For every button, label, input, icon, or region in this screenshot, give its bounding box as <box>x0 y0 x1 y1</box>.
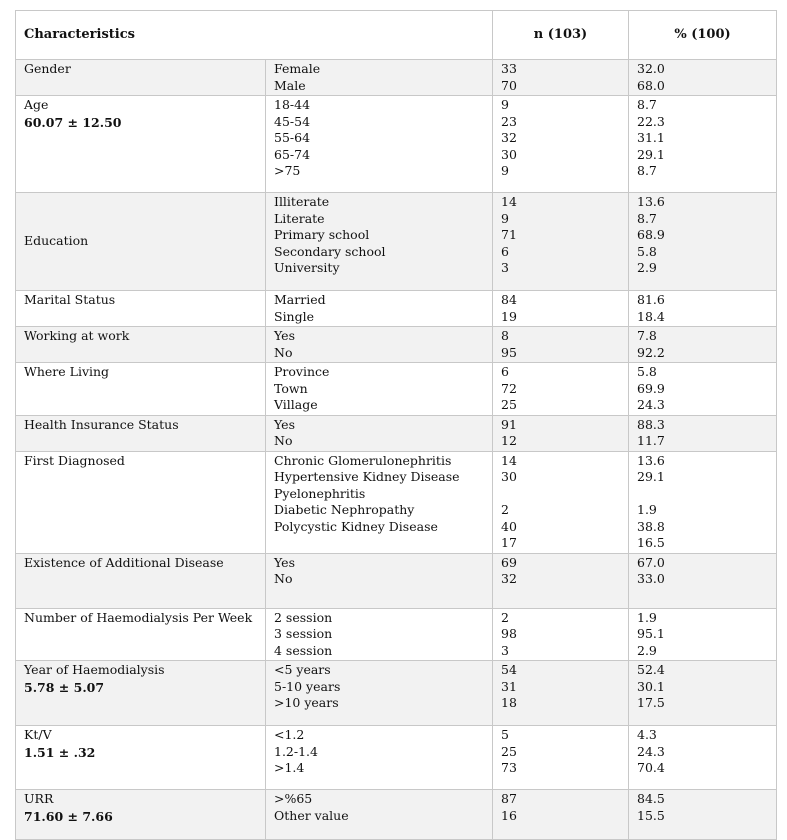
count-value: 3 <box>501 642 509 658</box>
percent-cell <box>629 415 777 451</box>
count-value: 69 <box>501 554 517 570</box>
category-value: >1.4 <box>274 760 305 775</box>
percent-value: 24.3 <box>637 397 665 412</box>
category-value: Yes <box>274 554 295 570</box>
percent-value: 8.7 <box>637 97 657 112</box>
percent-value: 31.1 <box>637 130 665 145</box>
category-value: Male <box>274 77 306 93</box>
count-value: 6 <box>501 364 509 379</box>
percent-value: 70.4 <box>637 760 665 775</box>
count-value: 6 <box>501 243 509 259</box>
count-value: 54 <box>501 662 517 677</box>
table-row <box>16 661 777 726</box>
category-value: >10 years <box>274 695 339 710</box>
characteristic-label: Health Insurance Status <box>24 416 179 432</box>
percent-cell <box>629 608 777 661</box>
count-value: 72 <box>501 380 517 396</box>
count-value: 3 <box>501 260 509 275</box>
count-cell <box>493 193 629 291</box>
count-value: 84 <box>501 292 517 307</box>
category-value: 45-54 <box>274 113 311 129</box>
percent-value: 38.8 <box>637 518 665 534</box>
count-value: 71 <box>501 227 517 242</box>
category-value: Secondary school <box>274 243 386 259</box>
characteristic-label: URR <box>24 791 54 806</box>
category-value: University <box>274 260 340 275</box>
category-value: >75 <box>274 163 301 178</box>
count-cell <box>493 726 629 790</box>
percent-value: 69.9 <box>637 380 665 396</box>
header-percent: % (100) <box>629 11 777 60</box>
category-value: 3 session <box>274 626 333 641</box>
percent-value: 81.6 <box>637 292 665 307</box>
category-value: Literate <box>274 210 325 226</box>
characteristic-cell <box>16 327 266 363</box>
count-cell <box>493 415 629 451</box>
characteristic-label: First Diagnosed <box>24 452 125 468</box>
percent-value: 18.4 <box>637 308 665 324</box>
characteristic-label: Year of Haemodialysis <box>24 662 165 677</box>
category-value: No <box>274 433 293 448</box>
count-value: 31 <box>501 678 517 694</box>
percent-value: 52.4 <box>637 662 665 677</box>
count-value: 2 <box>501 502 509 517</box>
category-cell <box>266 193 493 291</box>
category-cell <box>266 553 493 608</box>
count-value: 32 <box>501 130 517 145</box>
category-cell <box>266 790 493 840</box>
count-value: 12 <box>501 433 517 448</box>
percent-cell <box>629 451 777 553</box>
category-value: Primary school <box>274 227 370 242</box>
table-row <box>16 553 777 608</box>
characteristics-table <box>15 10 777 840</box>
characteristic-label: Kt/V <box>24 727 52 742</box>
category-cell <box>266 608 493 661</box>
percent-value: 29.1 <box>637 146 665 162</box>
table-row <box>16 193 777 291</box>
count-value: 33 <box>501 61 517 76</box>
characteristic-cell <box>16 291 266 327</box>
count-cell <box>493 60 629 96</box>
characteristic-cell <box>16 96 266 193</box>
table-row <box>16 327 777 363</box>
percent-value: 84.5 <box>637 791 665 806</box>
characteristic-cell <box>16 790 266 840</box>
table-row <box>16 363 777 416</box>
percent-value: 92.2 <box>637 344 665 360</box>
percent-value: 13.6 <box>637 452 665 468</box>
category-value: 65-74 <box>274 146 311 162</box>
count-cell <box>493 790 629 840</box>
percent-cell <box>629 96 777 193</box>
count-value: 9 <box>501 210 509 226</box>
characteristic-cell <box>16 726 266 790</box>
count-cell <box>493 291 629 327</box>
percent-value: 67.0 <box>637 554 665 570</box>
count-value: 30 <box>501 146 517 162</box>
category-value: Married <box>274 292 326 307</box>
count-value: 25 <box>501 397 517 412</box>
characteristic-label: Working at work <box>24 328 130 343</box>
category-cell <box>266 291 493 327</box>
percent-value: 8.7 <box>637 163 657 178</box>
table-row <box>16 608 777 661</box>
header-n: n (103) <box>493 11 629 60</box>
characteristic-cell <box>16 60 266 96</box>
characteristic-cell <box>16 661 266 726</box>
characteristic-label: Age <box>24 97 49 112</box>
percent-value: 29.1 <box>637 469 665 484</box>
count-cell <box>493 608 629 661</box>
category-value: Illiterate <box>274 194 330 209</box>
count-value: 98 <box>501 626 517 641</box>
category-value: Single <box>274 308 315 324</box>
count-value: 16 <box>501 807 517 823</box>
category-value: 4 session <box>274 642 333 658</box>
table-row <box>16 415 777 451</box>
mean-sd: 71.60 ± 7.66 <box>24 808 113 824</box>
category-cell <box>266 60 493 96</box>
category-value: Village <box>274 397 318 412</box>
percent-value: 4.3 <box>637 727 657 742</box>
count-value: 95 <box>501 344 517 360</box>
category-value: 1.2-1.4 <box>274 743 318 759</box>
category-cell <box>266 661 493 726</box>
percent-cell <box>629 363 777 416</box>
percent-value: 22.3 <box>637 113 665 129</box>
percent-value: 30.1 <box>637 678 665 694</box>
percent-value: 1.9 <box>637 502 657 517</box>
percent-value: 95.1 <box>637 626 665 641</box>
characteristic-cell <box>16 193 266 291</box>
count-value: 8 <box>501 328 509 343</box>
percent-cell <box>629 291 777 327</box>
count-cell <box>493 363 629 416</box>
percent-value: 32.0 <box>637 61 665 76</box>
percent-value: 11.7 <box>637 433 665 448</box>
count-value: 14 <box>501 194 517 209</box>
count-value: 9 <box>501 163 509 178</box>
percent-value: 13.6 <box>637 194 665 209</box>
count-value: 9 <box>501 97 509 112</box>
category-value: No <box>274 571 293 586</box>
category-value: Yes <box>274 328 295 343</box>
count-value: 40 <box>501 518 517 534</box>
count-value: 30 <box>501 469 517 484</box>
percent-value: 15.5 <box>637 807 665 823</box>
table-row <box>16 726 777 790</box>
count-value: 32 <box>501 571 517 586</box>
count-value: 87 <box>501 791 517 806</box>
count-value: 23 <box>501 113 517 129</box>
category-value: Hypertensive Kidney Disease <box>274 469 460 484</box>
category-cell <box>266 415 493 451</box>
percent-value <box>637 486 776 503</box>
category-value: <5 years <box>274 662 331 677</box>
header-characteristics: Characteristics <box>16 11 493 60</box>
characteristic-cell <box>16 553 266 608</box>
percent-value: 68.0 <box>637 77 665 93</box>
table-row <box>16 96 777 193</box>
percent-cell <box>629 661 777 726</box>
count-value: 25 <box>501 743 517 759</box>
count-cell <box>493 451 629 553</box>
table-body <box>16 60 777 840</box>
count-cell <box>493 661 629 726</box>
percent-cell <box>629 60 777 96</box>
category-value: Province <box>274 364 330 379</box>
characteristic-cell <box>16 608 266 661</box>
count-value: 73 <box>501 760 517 775</box>
percent-value: 33.0 <box>637 571 665 586</box>
percent-value: 16.5 <box>637 535 665 550</box>
category-value: 18-44 <box>274 97 311 112</box>
count-value: 19 <box>501 308 517 324</box>
percent-cell <box>629 553 777 608</box>
characteristic-label: Number of Haemodialysis Per Week <box>24 609 253 625</box>
count-value: 14 <box>501 452 517 468</box>
category-value: >%65 <box>274 791 313 806</box>
percent-value: 88.3 <box>637 416 665 432</box>
category-value: Polycystic Kidney Disease <box>274 518 438 534</box>
category-value: No <box>274 344 293 360</box>
count-value: 70 <box>501 77 517 93</box>
percent-value: 5.8 <box>637 243 657 259</box>
category-cell <box>266 363 493 416</box>
mean-sd: 60.07 ± 12.50 <box>24 114 122 130</box>
category-value: 2 session <box>274 609 333 625</box>
category-cell <box>266 726 493 790</box>
category-value: 55-64 <box>274 130 311 145</box>
percent-value: 1.9 <box>637 609 657 625</box>
characteristic-cell <box>16 363 266 416</box>
category-value: <1.2 <box>274 727 305 742</box>
count-value <box>501 486 628 503</box>
characteristic-label: Education <box>24 233 89 249</box>
percent-value: 24.3 <box>637 743 665 759</box>
table-row <box>16 451 777 553</box>
category-value: Female <box>274 61 321 76</box>
percent-value: 68.9 <box>637 227 665 242</box>
category-value: Diabetic Nephropathy <box>274 502 415 517</box>
count-value: 17 <box>501 535 517 550</box>
table-row <box>16 790 777 840</box>
category-cell <box>266 451 493 553</box>
category-value: Pyelonephritis <box>274 485 366 501</box>
mean-sd: 1.51 ± .32 <box>24 744 96 760</box>
percent-value: 17.5 <box>637 695 665 710</box>
characteristic-label: Marital Status <box>24 292 116 307</box>
characteristic-label: Gender <box>24 61 71 76</box>
percent-value: 8.7 <box>637 210 657 226</box>
count-value: 5 <box>501 727 509 742</box>
category-cell <box>266 327 493 363</box>
category-value: Yes <box>274 416 295 432</box>
percent-value: 7.8 <box>637 328 657 343</box>
count-cell <box>493 327 629 363</box>
count-cell <box>493 96 629 193</box>
percent-cell <box>629 790 777 840</box>
category-value: Chronic Glomerulonephritis <box>274 452 452 468</box>
category-value: 5-10 years <box>274 678 341 694</box>
table-row <box>16 291 777 327</box>
percent-value: 5.8 <box>637 364 657 379</box>
percent-cell <box>629 327 777 363</box>
count-value: 2 <box>501 609 509 625</box>
category-value: Town <box>274 380 308 396</box>
mean-sd: 5.78 ± 5.07 <box>24 679 105 695</box>
count-value: 18 <box>501 695 517 710</box>
count-cell <box>493 553 629 608</box>
count-value: 91 <box>501 416 517 432</box>
header-row <box>16 11 777 60</box>
percent-value: 2.9 <box>637 260 657 275</box>
percent-value: 2.9 <box>637 642 657 658</box>
percent-cell <box>629 193 777 291</box>
characteristic-label: Existence of Additional Disease <box>24 554 224 570</box>
table-row <box>16 60 777 96</box>
category-value: Other value <box>274 807 349 823</box>
characteristic-cell <box>16 451 266 553</box>
percent-cell <box>629 726 777 790</box>
category-cell <box>266 96 493 193</box>
characteristic-label: Where Living <box>24 364 110 379</box>
characteristic-cell <box>16 415 266 451</box>
